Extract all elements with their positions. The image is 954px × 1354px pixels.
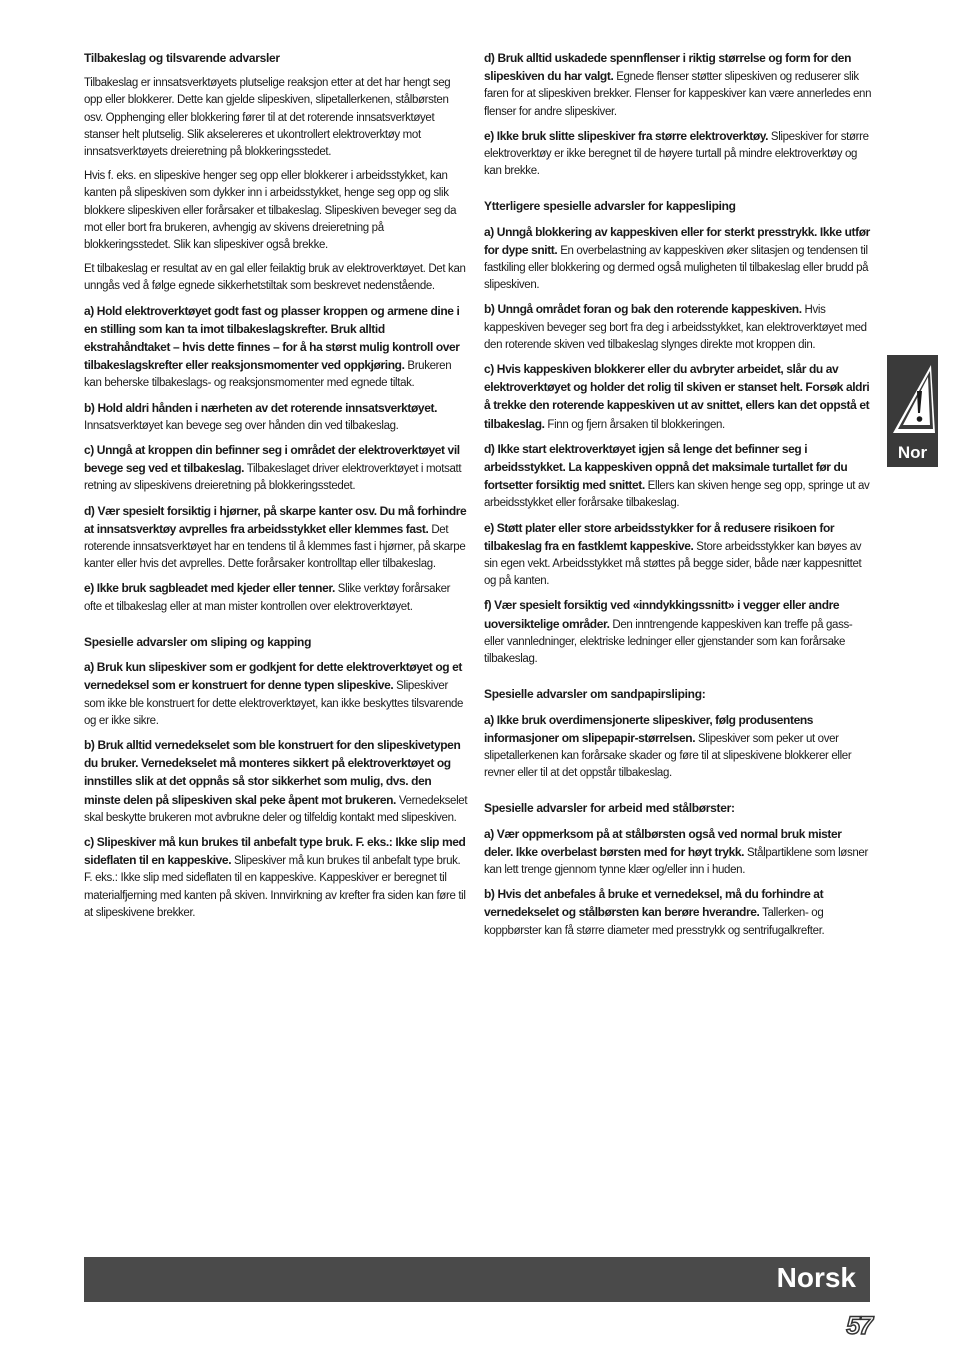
- item-text: Stålpartiklene som løsner kan lett trenge gjennom tynne klær og/eller inn i huden.: [484, 846, 868, 876]
- item-text: Det roterende innsatsverktøyet har en tendens til å klemmes fast i hjørner, på skarpe kanter eller hvis det avprelles. Dette forårsaker kontrolltap eller tilbakeslag.: [84, 523, 466, 571]
- list-item: [84, 834, 470, 922]
- item-text: Slipeskiver for større elektroverktøy er ikke beregnet til de høyere turtall på mindre elektroverktøy og kan brekke.: [484, 130, 869, 178]
- item-bold: e) Ikke bruk slitte slipeskiver fra større elektroverktøy.: [484, 128, 769, 143]
- section-heading-cutting: Ytterligere spesielle advarsler for kappesliping: [484, 199, 736, 214]
- language-side-tab: [887, 355, 938, 467]
- list-item: [484, 128, 872, 181]
- footer-bar: [84, 1257, 870, 1302]
- list-item: [84, 659, 470, 730]
- list-item: [84, 737, 470, 827]
- list-item: [484, 361, 872, 434]
- item-bold: f) Vær spesielt forsiktig ved «inndykkingssnitt» i vegger eller andre uoversiktelige områder.: [484, 598, 840, 631]
- item-text: Den inntrengende kappeskiven kan treffe på gass- eller vannledninger, elektriske ledninger eller gjenstander som kan forårsake tilbakeslag.: [484, 618, 853, 666]
- list-item: [484, 597, 872, 668]
- item-bold: d) Vær spesielt forsiktig i hjørner, på skarpe kanter osv. Du må forhindre at innsatsverktøy avprelles fra arbeidsstykket eller klemmes fast.: [84, 503, 467, 536]
- list-item: [484, 224, 872, 295]
- item-text: Slike verktøy forårsaker ofte et tilbakeslag eller at man mister kontrollen over elektroverktøyet.: [84, 583, 451, 613]
- item-bold: a) Ikke bruk overdimensjonerte slipeskiver, følg produsentens informasjoner om slipepapir-størrelsen.: [484, 712, 814, 745]
- list-item: [484, 826, 872, 880]
- item-text: Tallerken- og koppbørster kan få større diameter med presstrykk og sentrifugalkrefter.: [484, 907, 825, 937]
- item-bold: c) Hvis kappeskiven blokkerer eller du avbryter arbeidet, slår du av elektroverktøyet og holder det rolig til skiven er stanset helt. Forsøk aldri å trekke den roterende kappeskiven ut av snittet, ellers kan det oppstå et tilbakeslag.: [484, 362, 870, 431]
- right-column: [484, 50, 872, 947]
- list-item: [84, 400, 470, 435]
- item-text: Tilbakeslaget driver elektroverktøyet i motsatt retning av slipeskivens dreieretning på blokkeringsstedet.: [84, 463, 462, 493]
- page-number: 57: [846, 1312, 872, 1340]
- list-item: [484, 886, 872, 940]
- list-item: [484, 441, 872, 513]
- item-bold: e) Støtt plater eller store arbeidsstykker for å redusere risikoen for tilbakeslag fra en fastklemt kappeskive.: [484, 520, 835, 553]
- item-text: Slipeskiver som ikke ble konstruert for dette elektroverktøyet, kan ikke beskyttes tilsvarende og er ikke sikre.: [84, 680, 464, 727]
- item-bold: c) Slipeskiver må kun brukes til anbefalt type bruk. F. eks.: Ikke slip med sideflaten til en kappeskive.: [84, 834, 466, 868]
- section-heading-kickback: Tilbakeslag og tilsvarende advarsler: [84, 51, 280, 65]
- paragraph: Tilbakeslag er innsatsverktøyets plutselige reaksjon etter at det har hengt seg opp eller blokkerer. Dette kan gjelde slipeskiven, slipetallerkenen, stålbørsten osv. Opphenging eller blokkering fører til at det roterende innsatsverktøyet stanser helt plutselig. Slik akselereres et ukontrollert elektroverktøy mot innsatsverktøyets dreieretning på blokkeringsstedet.: [84, 77, 451, 159]
- list-item: [484, 520, 872, 591]
- item-text: En overbelastning av kappeskiven øker slitasjen og tendensen til fastkiling eller blokkering og dermed også muligheten til tilbakeslag eller brudd på slipeskiven.: [484, 244, 869, 292]
- item-text: Innsatsverktøyet kan bevege seg over hånden din ved tilbakeslag.: [84, 419, 399, 432]
- item-text: Store arbeidsstykker kan bøyes av sin egen vekt. Arbeidsstykket må støttes på begge sider, både nær kappesnittet og på kanten.: [484, 540, 862, 588]
- item-text: Slipeskiver må kun brukes til anbefalt type bruk. F. eks.: Ikke slip med sideflaten til en kappeskive. Kappeskiver er beregnet til materialfjerning med kanten på skiven. Innvirkning av krefter fra siden kan føre til at slipeskivene brekker.: [84, 855, 466, 919]
- item-bold: a) Vær oppmerksom på at stålbørsten også ved normal bruk mister deler. Ikke overbelast børsten med for høyt trykk.: [484, 826, 842, 859]
- section-heading-sanding: Spesielle advarsler om sandpapirsliping:: [484, 687, 706, 702]
- item-bold: b) Unngå området foran og bak den roterende kappeskiven.: [484, 302, 802, 317]
- item-bold: e) Ikke bruk sagbleadet med kjeder eller tenner.: [84, 581, 335, 596]
- item-bold: a) Bruk kun slipeskiver som er godkjent for dette elektroverktøyet og et vernedeksel som er konstruert for denne typen slipeskive.: [84, 660, 462, 693]
- item-text: Vernedekselet skal beskytte brukeren mot avbrukne deler og tilfeldig kontakt med slipeskiven.: [84, 794, 468, 824]
- item-bold: b) Hvis det anbefales å bruke et vernedeksel, må du forhindre at vernedekselet og stålbørsten kan berøre hverandre.: [484, 887, 824, 920]
- footer-language: Norsk: [776, 1262, 856, 1293]
- list-item: [84, 580, 470, 615]
- section-heading-grinding: Spesielle advarsler om sliping og kapping: [84, 634, 312, 649]
- list-item: [84, 442, 470, 496]
- list-item: [484, 50, 872, 121]
- side-tab-label: Nor: [897, 443, 928, 462]
- item-bold: b) Hold aldri hånden i nærheten av det roterende innsatsverktøyet.: [84, 400, 438, 415]
- list-item: [84, 303, 470, 393]
- item-bold: a) Hold elektroverktøyet godt fast og plasser kroppen og armene dine i en stilling som kan ta imot tilbakeslagskrefter. Bruk alltid ekstrahåndtaket – hvis dette finnes – for å ha størst mulig kontroll over tilbakeslagskrefter eller reaksjonsmomenter ved oppkjøring.: [84, 303, 460, 373]
- warning-triangle-icon: [887, 355, 938, 437]
- item-bold: b) Bruk alltid vernedekselet som ble konstruert for den slipeskivetypen du bruker. Vernedekselet må monteres sikkert på elektroverktøyet og innstilles slik at det oppnås så stor sikkerhet som mulig, dvs. den minste delen på slipeskiven skal peke åpent mot brukeren.: [84, 737, 461, 807]
- item-text: Finn og fjern årsaken til blokkeringen.: [544, 418, 725, 431]
- left-column: [84, 50, 470, 929]
- item-text: Ellers kan skiven henge seg opp, springe ut av arbeidsstykket eller forårsake tilbakeslag.: [484, 480, 870, 510]
- list-item: [84, 503, 470, 574]
- item-bold: a) Unngå blokkering av kappeskiven eller for sterkt presstrykk. Ikke utfør for dype snitt.: [484, 224, 870, 257]
- item-text: Hvis kappeskiven beveger seg bort fra deg i arbeidsstykket, kan elektroverktøyet med den roterende skiven ved tilbakeslag slynges direkte mot kroppen din.: [484, 304, 867, 351]
- item-text: Egnede flenser støtter slipeskiven og reduserer slik faren for at slipeskiven brekker. Flenser for kappeskiver kan være annerledes enn flenser for andre slipeskiver.: [484, 71, 872, 118]
- paragraph: Et tilbakeslag er resultat av en gal eller feilaktig bruk av elektroverktøyet. Det kan unngås ved å følge egnede sikkerhetstiltak som beskrevet nedenstående.: [84, 263, 466, 293]
- paragraph: Hvis f. eks. en slipeskive henger seg opp eller blokkerer i arbeidsstykket, kan kanten på slipeskiven som dykker inn i arbeidsstykket, henge seg opp og slik blokkere slipeskiven eller forårsaker et tilbakeslag. Slipeskiven beveger seg da mot eller bort fra brukeren, avhengig av skivens dreieretning på blokkeringsstedet. Slik kan slipeskiver også brekke.: [84, 170, 457, 252]
- item-bold: d) Ikke start elektroverktøyet igjen så lenge det befinner seg i arbeidsstykket. La kappeskiven oppnå det maksimale turtallet før du fortsetter forsiktig med snittet.: [484, 441, 848, 493]
- item-text: Slipeskiver som peker ut over slipetallerkenen kan forårsake skader og føre til at slipeskivene blokkerer eller revner eller til at det oppstår tilbakeslag.: [484, 732, 852, 780]
- item-bold: d) Bruk alltid uskadede spennflenser i riktig størrelse og form for den slipeskiven du har valgt.: [484, 51, 852, 84]
- item-text: Brukeren kan beherske tilbakeslags- og reaksjonsmomenter med egnede tiltak.: [84, 360, 452, 390]
- section-heading-wire-brush: Spesielle advarsler for arbeid med stålbørster:: [484, 801, 735, 816]
- item-bold: c) Unngå at kroppen din befinner seg i området der elektroverktøyet vil bevege seg ved et tilbakeslag.: [84, 443, 460, 476]
- list-item: [484, 301, 872, 354]
- list-item: [484, 712, 872, 783]
